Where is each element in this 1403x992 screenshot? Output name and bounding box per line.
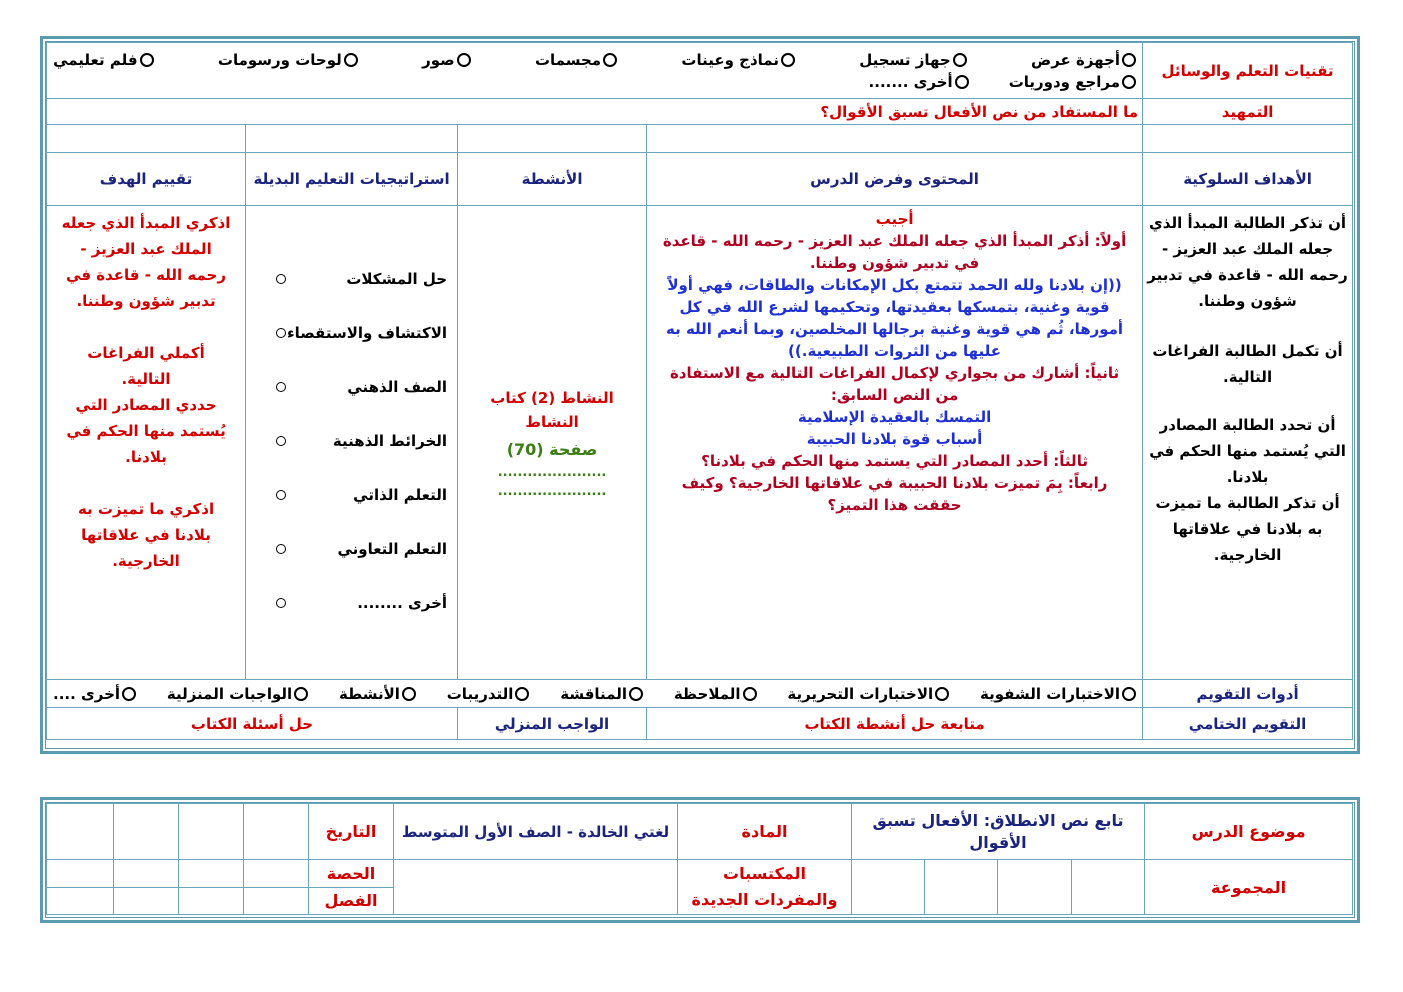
objective-4: أن تذكر الطالبة ما تميزت به بلادنا في علاقاتها الخارجية. [1155, 494, 1340, 564]
option-written-tests[interactable]: الاختبارات التحريرية [787, 685, 949, 703]
blank-cell [647, 125, 1143, 153]
fill-item-1: التمسك بالعقيدة الإسلامية [797, 408, 992, 426]
intro-label: التمهيد [1143, 99, 1353, 125]
activities-cell [458, 206, 647, 680]
final-evaluation-row [47, 708, 1353, 740]
option-pictures[interactable]: صور [422, 51, 471, 69]
activity-page: صفحة (70) [506, 440, 598, 459]
option-observation[interactable]: الملاحظة [674, 685, 757, 703]
quote-text: ((إن بلادنا ولله الحمد تتمتع بكل الإمكانات والطاقات، فهي أولاً قوية وغنية، بتمسكها بعقيدتها، وتحكيمها لشرع الله في كل أمورها، ثُم هي قوية وغنية برجالها المخلصين، وبما أنعم الله به عليها من الثروات الطبيعية.)) [666, 276, 1124, 360]
radio-circle-icon [402, 687, 416, 701]
question-4: رابعاً: بِمَ تميزت بلادنا الحبيبة في علاقاتها الخارجية؟ وكيف حققت هذا التميز؟ [681, 474, 1108, 514]
final-follow-text: متابعة حل أنشطة الكتاب [647, 708, 1143, 740]
assessment-tools-row [47, 680, 1353, 708]
evaluation-1: اذكري المبدأ الذي جعله الملك عبد العزيز - رحمه الله - قاعدة في تدبير شؤون وطننا. [61, 214, 231, 310]
content-cell [647, 206, 1143, 680]
objective-2: أن تكمل الطالبة الفراغات التالية. [1152, 342, 1343, 386]
period-cell[interactable] [114, 860, 179, 888]
radio-circle-icon [955, 75, 969, 89]
radio-circle-icon [603, 53, 617, 67]
objectives-cell [1143, 206, 1353, 680]
period-cell[interactable] [47, 860, 114, 888]
option-models[interactable]: نماذج وعينات [681, 51, 795, 69]
bullet-circle-icon [276, 490, 286, 500]
info-row-1 [47, 804, 1353, 860]
homework-text: حل أسئلة الكتاب [47, 708, 458, 740]
strategy-item[interactable]: أخرى ........ [276, 576, 447, 630]
evaluation-4: اذكري ما تميزت به بلادنا في علاقاتها الخارجية. [77, 500, 215, 570]
radio-circle-icon [781, 53, 795, 67]
class-cell[interactable] [114, 887, 179, 915]
body-row [47, 206, 1353, 680]
objective-1: أن تذكر الطالبة المبدأ الذي جعله الملك عبد العزيز - رحمه الله - قاعدة في تدبير شؤون وطننا. [1147, 214, 1348, 310]
homework-label: الواجب المنزلي [458, 708, 647, 740]
period-cell[interactable] [179, 860, 244, 888]
date-cell[interactable] [244, 804, 309, 860]
radio-circle-icon [1122, 53, 1136, 67]
evaluation-cell [47, 206, 246, 680]
radio-circle-icon [294, 687, 308, 701]
radio-circle-icon [953, 53, 967, 67]
radio-circle-icon [743, 687, 757, 701]
option-exercises[interactable]: التدريبات [447, 685, 530, 703]
radio-circle-icon [935, 687, 949, 701]
strategy-item[interactable]: التعلم التعاوني [276, 522, 447, 576]
option-oral-tests[interactable]: الاختبارات الشفوية [980, 685, 1136, 703]
blank-cell [458, 125, 647, 153]
activity-title: النشاط (2) كتاب النشاط [490, 389, 614, 431]
class-cell[interactable] [244, 887, 309, 915]
bullet-circle-icon [276, 544, 286, 554]
final-evaluation-label: التقويم الختامي [1143, 708, 1353, 740]
header-row [47, 153, 1353, 206]
class-label: الفصل [309, 887, 394, 915]
option-references[interactable]: مراجع ودوريات [1009, 73, 1136, 91]
header-objectives: الأهداف السلوكية [1143, 153, 1353, 206]
blank-cell [246, 125, 458, 153]
period-label: الحصة [309, 860, 394, 888]
radio-circle-icon [629, 687, 643, 701]
option-film[interactable]: فلم تعليمي [53, 51, 154, 69]
bullet-circle-icon [276, 382, 286, 392]
radio-circle-icon [1122, 75, 1136, 89]
strategy-item[interactable]: الاكتشاف والاستقصاء [276, 306, 447, 360]
strategy-item[interactable]: الخرائط الذهنية [276, 414, 447, 468]
radio-circle-icon [122, 687, 136, 701]
option-other-tools[interactable]: أخرى ....... [869, 73, 969, 91]
option-3d-models[interactable]: مجسمات [535, 51, 617, 69]
group-cell[interactable] [1072, 860, 1145, 915]
period-cell[interactable] [244, 860, 309, 888]
strategy-item[interactable]: حل المشكلات [276, 252, 447, 306]
date-cell[interactable] [47, 804, 114, 860]
objective-3: أن تحدد الطالبة المصادر التي يُستمد منها الحكم في بلادنا. [1149, 416, 1346, 486]
bullet-circle-icon [276, 598, 286, 608]
lesson-info-table [46, 803, 1353, 915]
blank-cell [47, 125, 246, 153]
group-cell[interactable] [852, 860, 925, 915]
date-label: التاريخ [309, 804, 394, 860]
option-other-assessment[interactable]: أخرى .... [53, 685, 136, 703]
bullet-circle-icon [276, 436, 286, 446]
option-homework[interactable]: الواجبات المنزلية [167, 685, 308, 703]
radio-circle-icon [457, 53, 471, 67]
tools-row [47, 43, 1353, 99]
radio-circle-icon [1122, 687, 1136, 701]
question-1: أولاً: أذكر المبدأ الذي جعله الملك عبد العزيز - رحمه الله - قاعدة في تدبير شؤون وطننا. [662, 232, 1127, 272]
question-2: ثانياً: أشارك من بجواري لإكمال الفراغات التالية مع الاستفادة من النص السابق: [669, 364, 1120, 404]
radio-circle-icon [515, 687, 529, 701]
vocab-label: المكتسبات والمفردات الجديدة [678, 860, 852, 915]
subject-value: لغتي الخالدة - الصف الأول المتوسط [394, 804, 678, 860]
activity-dots-1: ...................... [497, 465, 607, 480]
group-label: المجموعة [1145, 860, 1353, 915]
strategies-cell [246, 206, 458, 680]
fill-item-2: أسباب قوة بلادنا الحبيبة [806, 430, 983, 448]
tools-label: تقنيات التعلم والوسائل [1143, 43, 1353, 99]
activity-dots-2: ...................... [497, 484, 607, 499]
lesson-plan-table [46, 42, 1353, 740]
answer-label: أجيب [875, 210, 914, 228]
header-content: المحتوى وفرض الدرس [647, 153, 1143, 206]
class-cell[interactable] [47, 887, 114, 915]
date-cell[interactable] [114, 804, 179, 860]
strategy-item[interactable]: الصف الذهني [276, 360, 447, 414]
info-row-2 [47, 860, 1353, 888]
evaluation-3: حددي المصادر التي يُستمد منها الحكم في بلادنا. [66, 396, 226, 466]
question-3: ثالثاً: أحدد المصادر التي يستمد منها الحكم في بلادنا؟ [701, 452, 1088, 470]
header-activities: الأنشطة [458, 153, 647, 206]
header-strategies: استراتيجيات التعليم البديلة [246, 153, 458, 206]
group-cell[interactable] [925, 860, 998, 915]
option-boards[interactable]: لوحات ورسومات [218, 51, 358, 69]
option-activities[interactable]: الأنشطة [339, 685, 416, 703]
assessment-tools-label: أدوات التقويم [1143, 680, 1353, 708]
strategy-item[interactable]: التعلم الذاتي [276, 468, 447, 522]
radio-circle-icon [344, 53, 358, 67]
assessment-tools-options [47, 680, 1143, 708]
tools-options [47, 43, 1143, 99]
option-discussion[interactable]: المناقشة [560, 685, 643, 703]
evaluation-2: أكملي الفراغات التالية. [87, 344, 205, 388]
option-projectors[interactable]: أجهزة عرض [1031, 51, 1136, 69]
bullet-circle-icon [276, 274, 286, 284]
subject-label: المادة [678, 804, 852, 860]
bullet-circle-icon [276, 328, 286, 338]
blank-row [47, 125, 1353, 153]
option-recorder[interactable]: جهاز تسجيل [859, 51, 966, 69]
intro-row [47, 99, 1353, 125]
date-cell[interactable] [179, 804, 244, 860]
topic-label: موضوع الدرس [1145, 804, 1353, 860]
radio-circle-icon [140, 53, 154, 67]
class-cell[interactable] [179, 887, 244, 915]
vocab-cell[interactable] [394, 860, 678, 915]
intro-question: ما المستفاد من نص الأفعال تسبق الأقوال؟ [47, 99, 1143, 125]
header-evaluation: تقييم الهدف [47, 153, 246, 206]
topic-value: تابع نص الانطلاق: الأفعال تسبق الأقوال [852, 804, 1145, 860]
group-cell[interactable] [998, 860, 1072, 915]
blank-cell [1143, 125, 1353, 153]
